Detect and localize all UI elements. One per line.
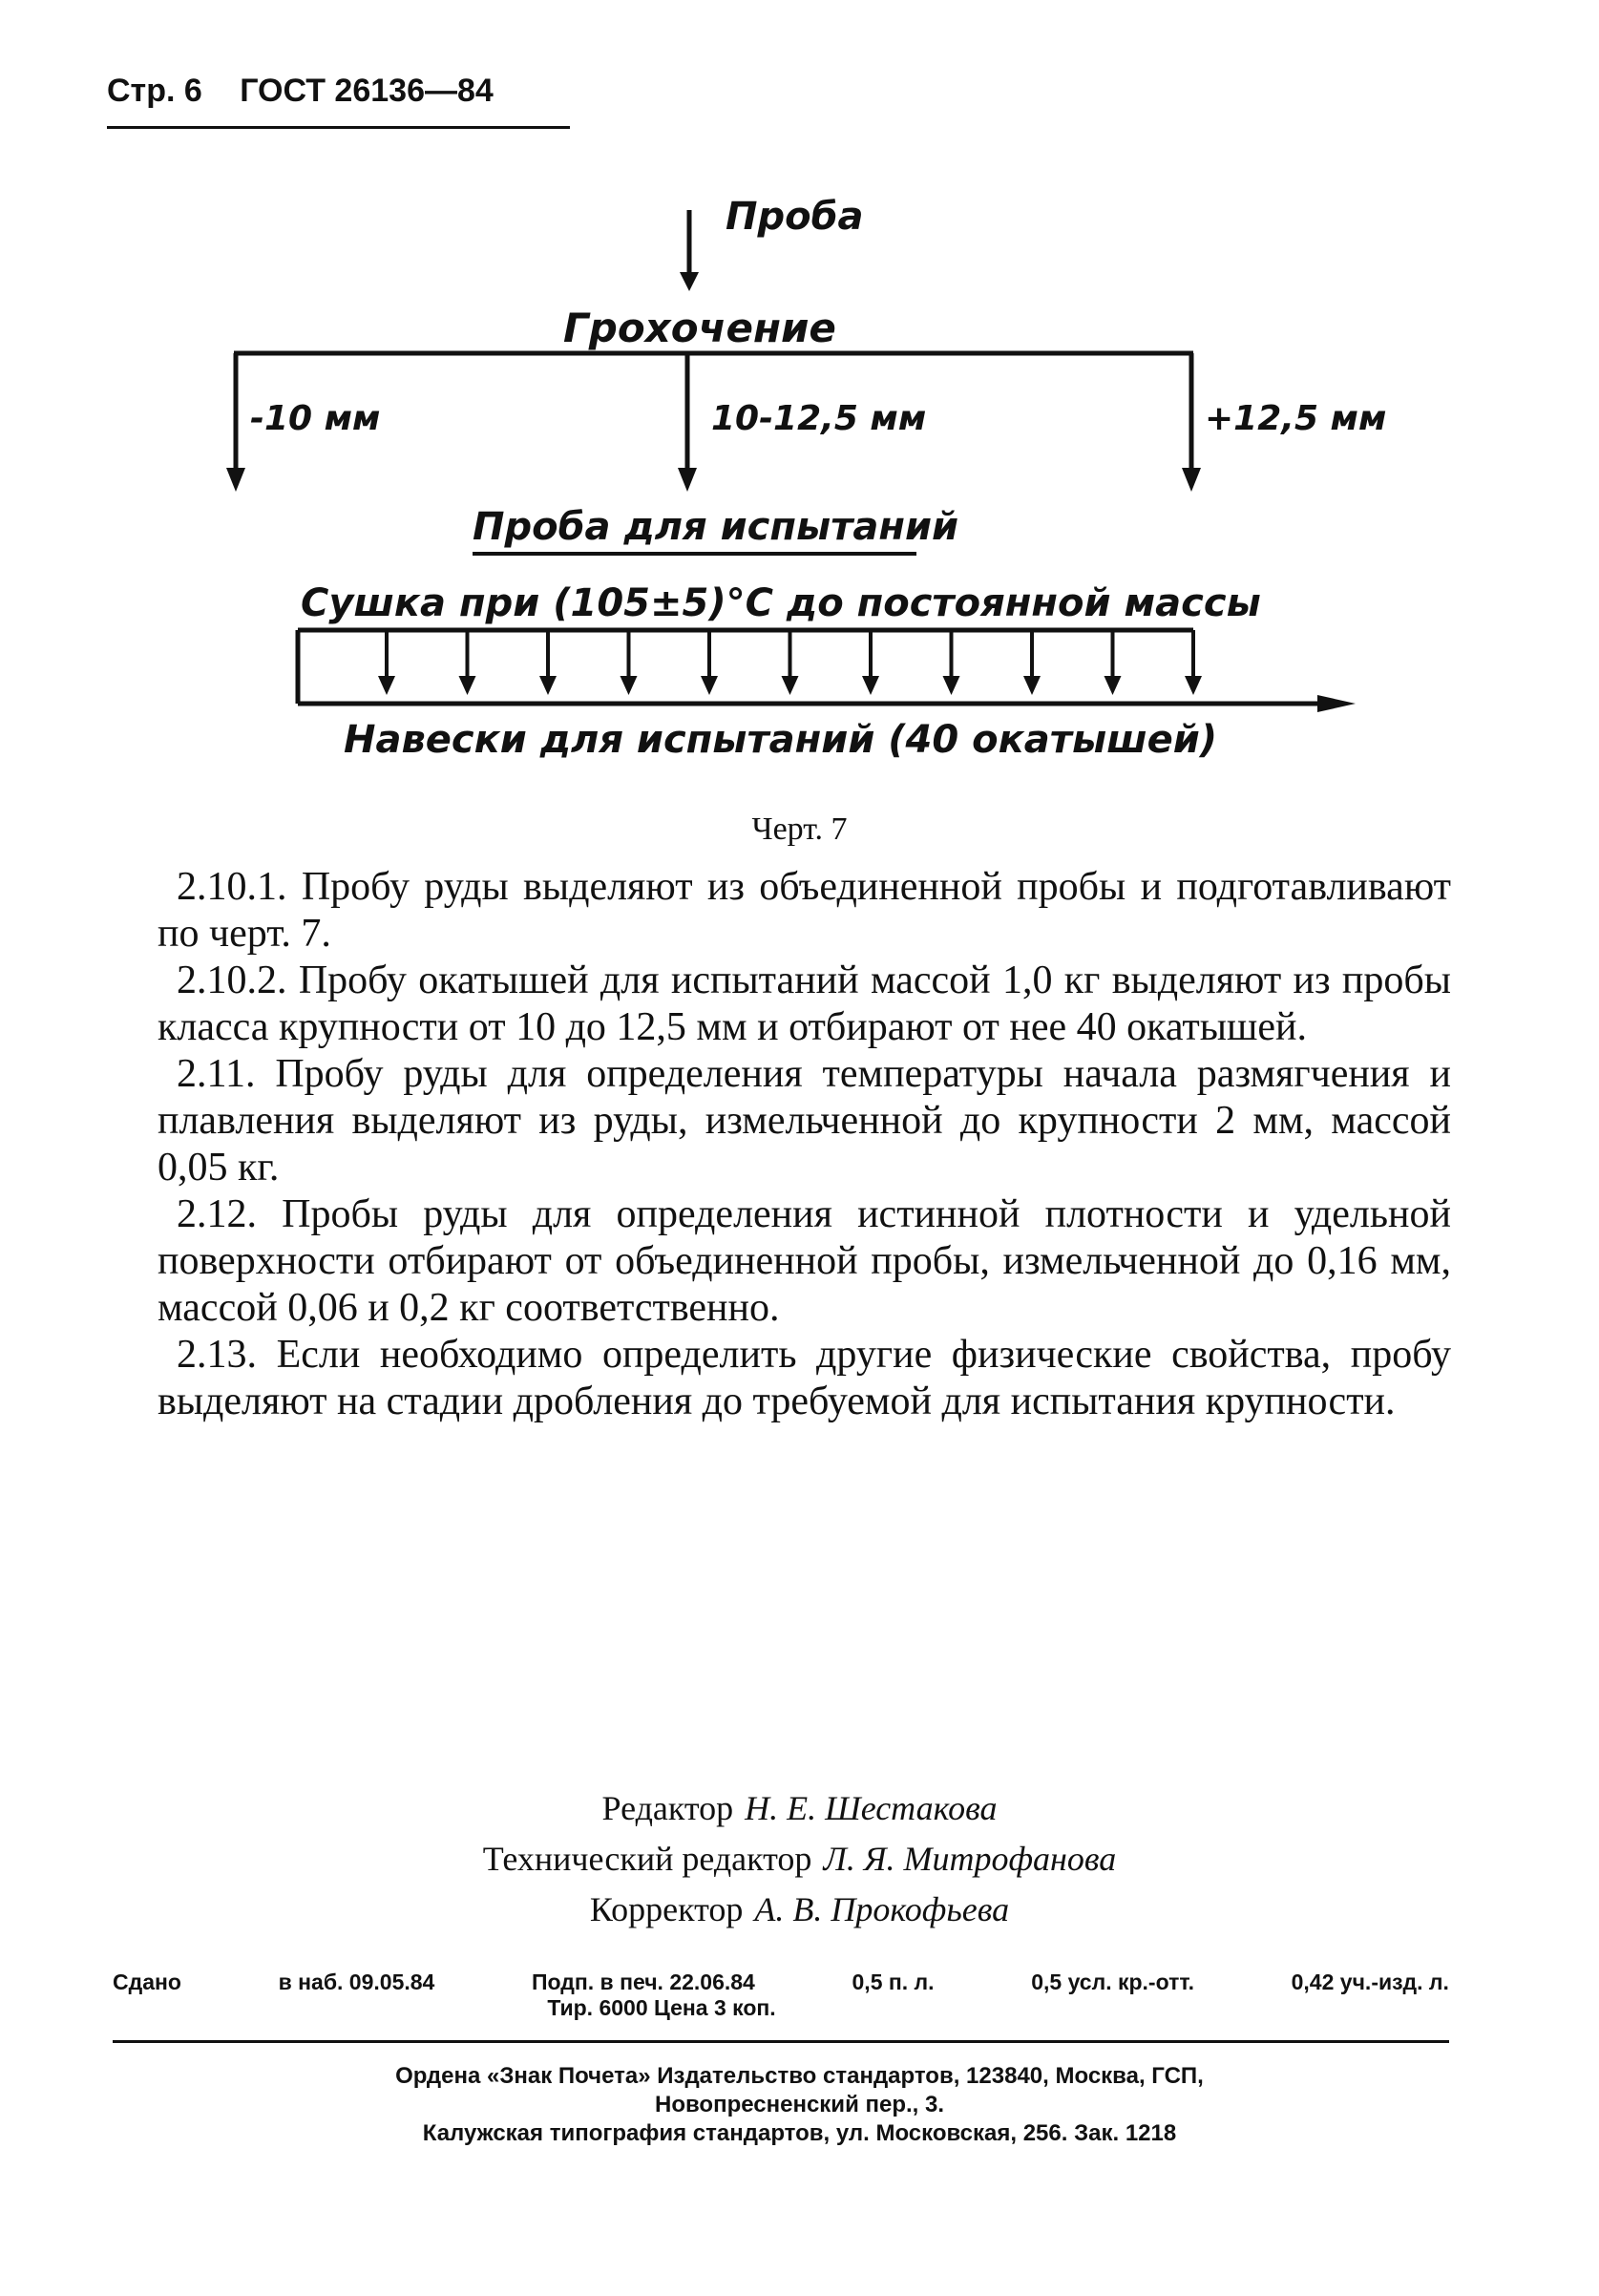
branch-arrow-mid-head (678, 468, 697, 492)
portion-arrow-head (539, 676, 557, 695)
screening-label: Грохочение (563, 305, 836, 351)
editor-name: Н. Е. Шестакова (745, 1789, 998, 1827)
credit-corrector (0, 1885, 1599, 1935)
print-info (113, 1970, 1449, 2021)
footer-divider (113, 2040, 1449, 2043)
portion-arrow-head (701, 676, 718, 695)
corrector-name: А. В. Прокофьева (754, 1890, 1010, 1928)
credit-editor (0, 1783, 1599, 1834)
sample-arrow-head (680, 272, 699, 291)
fraction-mid-label: 10-12,5 мм (711, 399, 927, 438)
paragraph-2-11: 2.11. Пробу руды для определения температуры начала размягчения и плавления выделяют из руды, измельченной до крупности 2 мм, массой 0,05 кг. (158, 1052, 1451, 1190)
print-submitted: Сдано (113, 1970, 181, 1994)
page-number: Стр. 6 (107, 73, 202, 109)
publisher-line-3: Калужская типография стандартов, ул. Московская, 256. Зак. 1218 (422, 2120, 1177, 2146)
portions-output-arrow-head (1317, 695, 1356, 712)
figure-caption: Черт. 7 (751, 811, 848, 847)
portion-arrow-head (378, 676, 395, 695)
editor-label: Редактор (601, 1789, 734, 1827)
publisher-line-1: Ордена «Знак Почета» Издательство стандартов, 123840, Москва, ГСП, (395, 2063, 1204, 2089)
sample-label: Проба (726, 195, 864, 239)
print-sheets: 0,5 п. л. (852, 1970, 935, 1994)
print-pub-sheets: 0,42 уч.-изд. л. (1291, 1970, 1449, 1994)
print-run-price: Тир. 6000 Цена 3 коп. (547, 1995, 776, 2020)
fraction-fine-label: -10 мм (250, 399, 381, 438)
portion-arrow-head (1105, 676, 1122, 695)
portion-arrow-head (1185, 676, 1202, 695)
publisher-info (0, 2062, 1599, 2148)
portions-label: Навески для испытаний (40 окатышей) (344, 718, 1218, 762)
paragraph-2-12: 2.12. Пробы руды для определения истинной плотности и удельной поверхности отбирают от объединенной пробы, измельченной до 0,16 мм, массой 0,06 и 0,2 кг соответственно. (158, 1192, 1451, 1330)
credit-tech-editor (0, 1834, 1599, 1885)
paragraph-2-10-1: 2.10.1. Пробу руды выделяют из объединенной пробы и подготавливают по черт. 7. (158, 865, 1451, 956)
paragraph-2-10-2: 2.10.2. Пробу окатышей для испытаний массой 1,0 кг выделяют из пробы класса крупности от 10 до 12,5 мм и отбирают от нее 40 окатышей. (158, 958, 1451, 1049)
tech-editor-label: Технический редактор (482, 1840, 812, 1878)
branch-arrow-coarse-head (1182, 468, 1201, 492)
paragraph-2-13: 2.13. Если необходимо определить другие физические свойства, пробу выделяют на стадии дробления до требуемой для испытания крупности. (158, 1333, 1451, 1423)
publisher-line-2: Новопресненский пер., 3. (654, 2092, 945, 2117)
tech-editor-name: Л. Я. Митрофанова (823, 1840, 1117, 1878)
corrector-label: Корректор (589, 1890, 744, 1928)
portion-arrow-head (943, 676, 960, 695)
portion-arrow-head (862, 676, 879, 695)
page-header (107, 67, 570, 129)
portion-arrow-head (621, 676, 638, 695)
fraction-coarse-label: +12,5 мм (1205, 399, 1387, 438)
credits (0, 1783, 1599, 1935)
test-sample-label: Проба для испытаний (473, 505, 959, 549)
standard-number: ГОСТ 26136—84 (240, 73, 494, 109)
branch-arrow-fine-head (226, 468, 245, 492)
drying-label: Сушка при (105±5)°С до постоянной массы (301, 581, 1261, 625)
portion-arrow-head (782, 676, 799, 695)
print-signed: Подп. в печ. 22.06.84 (532, 1970, 755, 1994)
print-typeset: в наб. 09.05.84 (278, 1970, 435, 1994)
sample-preparation-flowchart (0, 172, 1599, 783)
body-text (158, 864, 1451, 1425)
print-conv: 0,5 усл. кр.-отт. (1031, 1970, 1194, 1994)
portion-arrows (378, 630, 1202, 695)
portion-arrow-head (1023, 676, 1041, 695)
portion-arrow-head (459, 676, 476, 695)
